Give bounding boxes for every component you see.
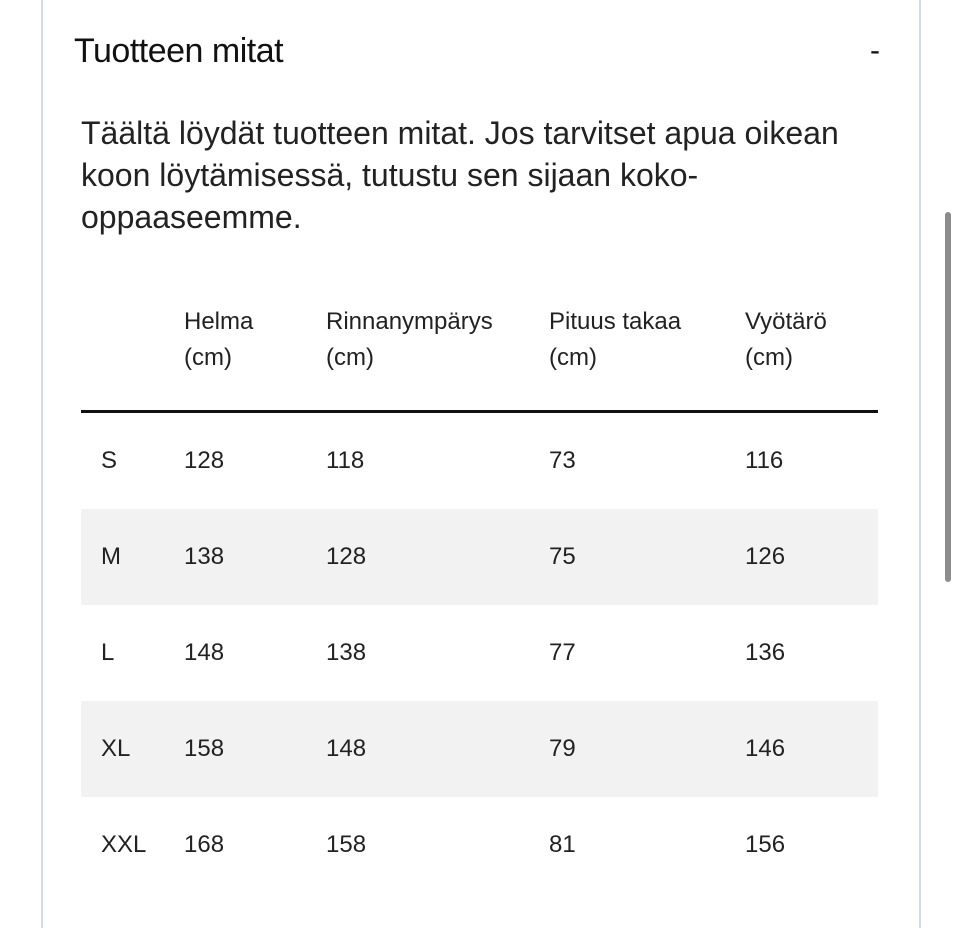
value-cell: 156: [745, 831, 786, 858]
header-label: Pituus takaa: [549, 308, 682, 335]
table-row: [81, 797, 878, 893]
table-row: [81, 605, 878, 701]
value-cell: 168: [184, 831, 225, 858]
value-cell: 138: [184, 509, 326, 605]
value-cell: 158: [184, 701, 326, 797]
collapse-toggle[interactable]: -: [870, 34, 880, 67]
size-cell: M: [81, 509, 184, 605]
size-table: [81, 300, 878, 893]
header-label: Rinnanympärys: [326, 308, 493, 335]
header-unit: (cm): [745, 344, 793, 371]
size-cell: XXL: [101, 831, 147, 858]
value-cell: 118: [326, 447, 365, 474]
value-cell: 136: [745, 639, 786, 666]
intro-text: Täältä löydät tuotteen mitat. Jos tarvitset apua oikean koon löytämisessä, tutustu sen sijaan koko-oppaaseemme.: [81, 115, 839, 235]
table-row: [81, 701, 878, 797]
header-unit: (cm): [184, 344, 232, 371]
column-header: [549, 300, 745, 412]
value-cell: 73: [549, 447, 576, 474]
size-cell: L: [101, 639, 115, 666]
value-cell: 158: [326, 831, 367, 858]
value-cell: 148: [184, 639, 225, 666]
header-unit: (cm): [326, 344, 374, 371]
size-cell: XL: [81, 701, 184, 797]
value-cell: 128: [184, 447, 225, 474]
column-header: [745, 300, 878, 412]
value-cell: 128: [326, 509, 549, 605]
table-row: [81, 509, 878, 605]
value-cell: 81: [549, 831, 576, 858]
value-cell: 116: [745, 447, 784, 474]
value-cell: 79: [549, 701, 745, 797]
value-cell: 77: [549, 639, 576, 666]
size-header: [81, 300, 184, 412]
header-label: Helma: [184, 308, 254, 335]
table-header-row: [81, 300, 878, 412]
value-cell: 148: [326, 701, 549, 797]
column-header: [326, 300, 549, 412]
value-cell: 126: [745, 509, 878, 605]
size-cell: S: [101, 447, 118, 474]
value-cell: 146: [745, 701, 878, 797]
value-cell: 75: [549, 509, 745, 605]
value-cell: 138: [326, 639, 367, 666]
header-label: Vyötärö: [745, 308, 827, 335]
table-row: [81, 412, 878, 510]
scrollbar[interactable]: [945, 212, 951, 582]
section-title[interactable]: Tuotteen mitat: [74, 32, 284, 70]
header-unit: (cm): [549, 344, 597, 371]
column-header: [184, 300, 326, 412]
